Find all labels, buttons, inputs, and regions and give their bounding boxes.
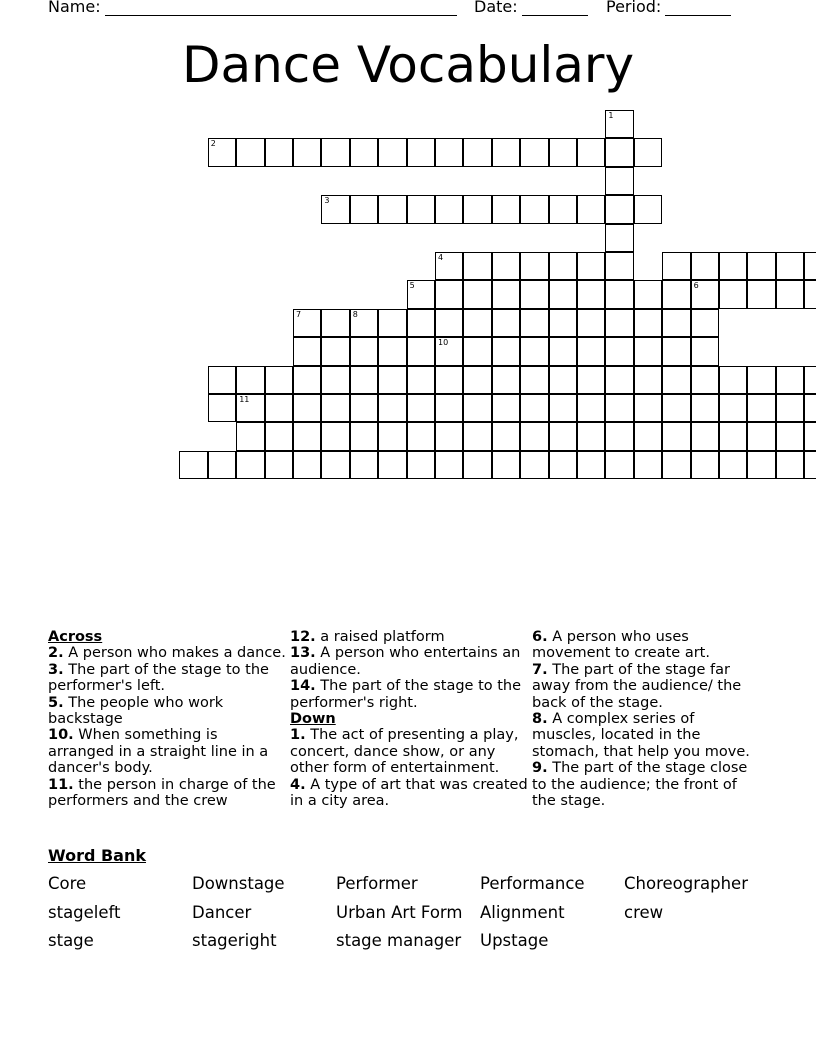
- crossword-cell[interactable]: [577, 422, 605, 450]
- word-bank-word: Dancer: [192, 903, 252, 922]
- crossword-cell[interactable]: [577, 195, 605, 223]
- crossword-cell[interactable]: [265, 138, 293, 166]
- crossword-cell[interactable]: [549, 337, 577, 365]
- crossword-cell[interactable]: [605, 309, 633, 337]
- crossword-cell[interactable]: [435, 280, 463, 308]
- crossword-cell[interactable]: [463, 394, 491, 422]
- crossword-cell[interactable]: [605, 337, 633, 365]
- crossword-cell[interactable]: [492, 366, 520, 394]
- crossword-cell[interactable]: [605, 167, 633, 195]
- crossword-cell[interactable]: [407, 337, 435, 365]
- crossword-cell[interactable]: [378, 138, 406, 166]
- crossword-cell[interactable]: [492, 451, 520, 479]
- crossword-cell[interactable]: [719, 422, 747, 450]
- crossword-cell[interactable]: [605, 451, 633, 479]
- clue-across-5: 5. The people who work backstage: [48, 694, 224, 728]
- crossword-cell[interactable]: [407, 138, 435, 166]
- crossword-cell[interactable]: [236, 138, 264, 166]
- clue-down-8: 8. A complex series of muscles, located in the stomach, that help you move.: [532, 711, 750, 760]
- crossword-cell[interactable]: [605, 224, 633, 252]
- word-bank-word: stage: [48, 931, 94, 950]
- crossword-cell[interactable]: [691, 309, 719, 337]
- crossword-cell[interactable]: [293, 366, 321, 394]
- word-bank-word: stageleft: [48, 903, 121, 922]
- crossword-cell[interactable]: [435, 138, 463, 166]
- crossword-cell[interactable]: [691, 280, 719, 308]
- page-title: Dance Vocabulary: [181, 36, 635, 94]
- crossword-cell[interactable]: [321, 366, 349, 394]
- crossword-cell[interactable]: [719, 280, 747, 308]
- crossword-cell[interactable]: [776, 422, 804, 450]
- crossword-cell[interactable]: [520, 195, 548, 223]
- crossword-cell[interactable]: [492, 195, 520, 223]
- crossword-cell[interactable]: [463, 337, 491, 365]
- clue-across-14: 14. The part of the stage to the performer's right.: [290, 678, 522, 711]
- crossword-cell[interactable]: [265, 422, 293, 450]
- crossword-cell[interactable]: [492, 422, 520, 450]
- clue-number: 10: [438, 338, 449, 348]
- clue-down-1: 1. The act of presenting a play, concert, dance show, or any other form of entertainment.: [290, 727, 519, 777]
- clue-number: 11: [239, 395, 250, 404]
- crossword-cell[interactable]: [265, 451, 293, 479]
- clue-down-7: 7. The part of the stage far away from the audience/ the back of the stage.: [532, 661, 742, 711]
- crossword-cell[interactable]: [350, 394, 378, 422]
- crossword-cell[interactable]: [605, 138, 633, 166]
- crossword-cell[interactable]: [662, 252, 690, 280]
- crossword-cell[interactable]: [662, 337, 690, 365]
- crossword-cell[interactable]: [208, 138, 236, 166]
- crossword-cell[interactable]: [577, 252, 605, 280]
- crossword-cell[interactable]: [435, 252, 463, 280]
- crossword-cell[interactable]: [321, 309, 349, 337]
- word-bank-word: Performer: [336, 874, 418, 893]
- name-label: Name:: [48, 0, 101, 16]
- crossword-cell[interactable]: [520, 138, 548, 166]
- crossword-cell[interactable]: [350, 451, 378, 479]
- clue-number: 3: [324, 196, 330, 206]
- crossword-cell[interactable]: [605, 195, 633, 223]
- crossword-cell[interactable]: [747, 451, 775, 479]
- clue-down-4: 4. A type of art that was created in a city area.: [290, 776, 528, 810]
- crossword-cell[interactable]: [208, 366, 236, 394]
- crossword-cell[interactable]: [520, 252, 548, 280]
- crossword-cell[interactable]: [236, 366, 264, 394]
- crossword-cell[interactable]: [776, 252, 804, 280]
- crossword-cell[interactable]: [634, 309, 662, 337]
- crossword-cell[interactable]: [747, 422, 775, 450]
- date-label: Date:: [474, 0, 518, 16]
- word-bank-title: Word Bank: [48, 846, 147, 865]
- crossword-cell[interactable]: [321, 422, 349, 450]
- crossword-cell[interactable]: [350, 138, 378, 166]
- crossword-cell[interactable]: [492, 280, 520, 308]
- crossword-cell[interactable]: [605, 280, 633, 308]
- crossword-cell[interactable]: [435, 366, 463, 394]
- crossword-cell[interactable]: [605, 252, 633, 280]
- crossword-cell[interactable]: [407, 309, 435, 337]
- crossword-cell[interactable]: [463, 309, 491, 337]
- word-bank-word: Downstage: [192, 874, 285, 893]
- crossword-cell[interactable]: [350, 195, 378, 223]
- crossword-cell[interactable]: [549, 252, 577, 280]
- clue-across-12: 12. a raised platform: [290, 629, 445, 645]
- crossword-cell[interactable]: [492, 337, 520, 365]
- crossword-cell[interactable]: [293, 422, 321, 450]
- crossword-cell[interactable]: [492, 309, 520, 337]
- word-bank-word: Upstage: [480, 931, 549, 950]
- crossword-cell[interactable]: [804, 280, 816, 308]
- crossword-cell[interactable]: [577, 337, 605, 365]
- down-heading: Down: [290, 711, 336, 728]
- crossword-cell[interactable]: [293, 337, 321, 365]
- crossword-cell[interactable]: [634, 366, 662, 394]
- clue-across-13: 13. A person who entertains an audience.: [290, 645, 521, 678]
- crossword-cell[interactable]: [719, 451, 747, 479]
- crossword-cell[interactable]: [776, 394, 804, 422]
- crossword-cell[interactable]: [662, 309, 690, 337]
- crossword-cell[interactable]: [549, 195, 577, 223]
- crossword-cell[interactable]: [407, 366, 435, 394]
- crossword-cell[interactable]: [605, 394, 633, 422]
- crossword-cell[interactable]: [662, 280, 690, 308]
- crossword-cell[interactable]: [378, 394, 406, 422]
- crossword-cell[interactable]: [520, 280, 548, 308]
- word-bank-word: Alignment: [480, 903, 565, 922]
- crossword-cell[interactable]: [747, 394, 775, 422]
- word-bank-word: crew: [624, 903, 664, 922]
- crossword-cell[interactable]: [293, 394, 321, 422]
- crossword-cell[interactable]: [804, 394, 816, 422]
- crossword-cell[interactable]: [350, 309, 378, 337]
- crossword-cell[interactable]: [776, 366, 804, 394]
- crossword-cell[interactable]: [350, 366, 378, 394]
- crossword-cell[interactable]: [407, 394, 435, 422]
- crossword-cell[interactable]: [378, 309, 406, 337]
- word-bank-word: Urban Art Form: [336, 903, 463, 922]
- clue-down-6: 6. A person who uses movement to create art.: [532, 629, 710, 662]
- crossword-cell[interactable]: [265, 394, 293, 422]
- crossword-cell[interactable]: [407, 451, 435, 479]
- crossword-cell[interactable]: [691, 366, 719, 394]
- clue-across-10: 10. When something is arranged in a straight line in a dancer's body.: [48, 727, 269, 777]
- crossword-cell[interactable]: [520, 337, 548, 365]
- crossword-cell[interactable]: [577, 451, 605, 479]
- crossword-cell[interactable]: [321, 195, 349, 223]
- crossword-cell[interactable]: [435, 394, 463, 422]
- crossword-cell[interactable]: [804, 451, 816, 479]
- crossword-cell[interactable]: [378, 451, 406, 479]
- crossword-cell[interactable]: [321, 451, 349, 479]
- crossword-cell[interactable]: [463, 252, 491, 280]
- crossword-cell[interactable]: [691, 252, 719, 280]
- crossword-cell[interactable]: [776, 280, 804, 308]
- crossword-cell[interactable]: [804, 422, 816, 450]
- crossword-cell[interactable]: [577, 394, 605, 422]
- crossword-cell[interactable]: [719, 366, 747, 394]
- crossword-cell[interactable]: [577, 138, 605, 166]
- clue-number: 4: [438, 253, 444, 262]
- clue-number: 8: [352, 309, 358, 319]
- crossword-cell[interactable]: [492, 252, 520, 280]
- crossword-cell[interactable]: [520, 451, 548, 479]
- crossword-cell[interactable]: [378, 422, 406, 450]
- clue-across-11: 11. the person in charge of the performers and the crew: [48, 776, 276, 810]
- crossword-cell[interactable]: [435, 451, 463, 479]
- crossword-cell[interactable]: [321, 138, 349, 166]
- crossword-cell[interactable]: [549, 422, 577, 450]
- crossword-cell[interactable]: [577, 280, 605, 308]
- crossword-cell[interactable]: [407, 195, 435, 223]
- word-bank-word: stage manager: [336, 931, 462, 950]
- crossword-cell[interactable]: [719, 252, 747, 280]
- crossword-cell[interactable]: [492, 394, 520, 422]
- crossword-cell[interactable]: [293, 309, 321, 337]
- period-label: Period:: [606, 0, 662, 16]
- clue-down-9: 9. The part of the stage close to the audience; the front of the stage.: [532, 760, 748, 810]
- crossword-cell[interactable]: [634, 451, 662, 479]
- crossword-cell[interactable]: [378, 195, 406, 223]
- clue-number: 5: [409, 281, 415, 291]
- crossword-cell[interactable]: [549, 366, 577, 394]
- crossword-cell[interactable]: [549, 309, 577, 337]
- clue-number: 6: [693, 281, 699, 291]
- crossword-cell[interactable]: [407, 280, 435, 308]
- crossword-cell[interactable]: [520, 309, 548, 337]
- crossword-cell[interactable]: [691, 394, 719, 422]
- crossword-cell[interactable]: [520, 422, 548, 450]
- clues-column-3: [532, 629, 754, 809]
- crossword-cell[interactable]: [236, 394, 264, 422]
- crossword-cell[interactable]: [208, 394, 236, 422]
- crossword-cell[interactable]: [577, 309, 605, 337]
- crossword-cell[interactable]: [463, 280, 491, 308]
- crossword-cell[interactable]: [691, 337, 719, 365]
- crossword-cell[interactable]: [435, 422, 463, 450]
- crossword-cell[interactable]: [463, 366, 491, 394]
- crossword-cell[interactable]: [605, 366, 633, 394]
- clue-number: 2: [210, 139, 216, 149]
- clue-across-3: 3. The part of the stage to the performer's left.: [48, 661, 269, 695]
- crossword-cell[interactable]: [634, 138, 662, 166]
- crossword-cell[interactable]: [605, 110, 633, 138]
- crossword-cell[interactable]: [492, 138, 520, 166]
- crossword-cell[interactable]: [520, 394, 548, 422]
- crossword-cell[interactable]: [662, 451, 690, 479]
- crossword-cell[interactable]: [549, 451, 577, 479]
- crossword-cell[interactable]: [293, 451, 321, 479]
- crossword-cell[interactable]: [520, 366, 548, 394]
- word-bank-word: Performance: [480, 874, 585, 893]
- crossword-cell[interactable]: [691, 451, 719, 479]
- crossword-cell[interactable]: [747, 280, 775, 308]
- crossword-cell[interactable]: [634, 422, 662, 450]
- across-heading: Across: [48, 629, 103, 645]
- crossword-cell[interactable]: [634, 195, 662, 223]
- crossword-cell[interactable]: [605, 422, 633, 450]
- crossword-cell[interactable]: [463, 422, 491, 450]
- clues-column-2: [290, 629, 530, 809]
- crossword-cell[interactable]: [577, 366, 605, 394]
- crossword-cell[interactable]: [321, 337, 349, 365]
- crossword-cell[interactable]: [549, 138, 577, 166]
- crossword-cell[interactable]: [350, 337, 378, 365]
- crossword-cell[interactable]: [747, 252, 775, 280]
- crossword-cell[interactable]: [662, 394, 690, 422]
- clue-number: 7: [296, 309, 302, 319]
- crossword-cell[interactable]: [265, 366, 293, 394]
- crossword-cell[interactable]: [463, 195, 491, 223]
- crossword-cell[interactable]: [236, 422, 264, 450]
- crossword-cell[interactable]: [747, 366, 775, 394]
- crossword-cell[interactable]: [236, 451, 264, 479]
- clue-number: 1: [608, 111, 614, 120]
- crossword-cell[interactable]: [662, 366, 690, 394]
- crossword-cell[interactable]: [549, 394, 577, 422]
- crossword-cell[interactable]: [435, 337, 463, 365]
- crossword-cell[interactable]: [463, 451, 491, 479]
- crossword-cell[interactable]: [549, 280, 577, 308]
- clue-across-2: 2. A person who makes a dance.: [48, 645, 286, 662]
- crossword-cell[interactable]: [634, 337, 662, 365]
- word-bank-word: stageright: [192, 931, 277, 950]
- crossword-cell[interactable]: [378, 366, 406, 394]
- crossword-cell[interactable]: [719, 394, 747, 422]
- word-bank-word: Choreographer: [624, 874, 748, 893]
- crossword-cell[interactable]: [804, 366, 816, 394]
- crossword-cell[interactable]: [407, 422, 435, 450]
- crossword-cell[interactable]: [691, 422, 719, 450]
- crossword-cell[interactable]: [350, 422, 378, 450]
- crossword-cell[interactable]: [293, 138, 321, 166]
- clues-column-1: [48, 629, 288, 809]
- crossword-cell[interactable]: [378, 337, 406, 365]
- word-bank-word: Core: [48, 874, 87, 893]
- crossword-cell[interactable]: [662, 422, 690, 450]
- crossword-cell[interactable]: [776, 451, 804, 479]
- crossword-cell[interactable]: [435, 195, 463, 223]
- crossword-cell[interactable]: [804, 252, 816, 280]
- crossword-cell[interactable]: [321, 394, 349, 422]
- crossword-cell[interactable]: [435, 309, 463, 337]
- crossword-cell[interactable]: [208, 451, 236, 479]
- crossword-cell[interactable]: [634, 280, 662, 308]
- crossword-cell[interactable]: [463, 138, 491, 166]
- crossword-cell[interactable]: [179, 451, 207, 479]
- crossword-cell[interactable]: [634, 394, 662, 422]
